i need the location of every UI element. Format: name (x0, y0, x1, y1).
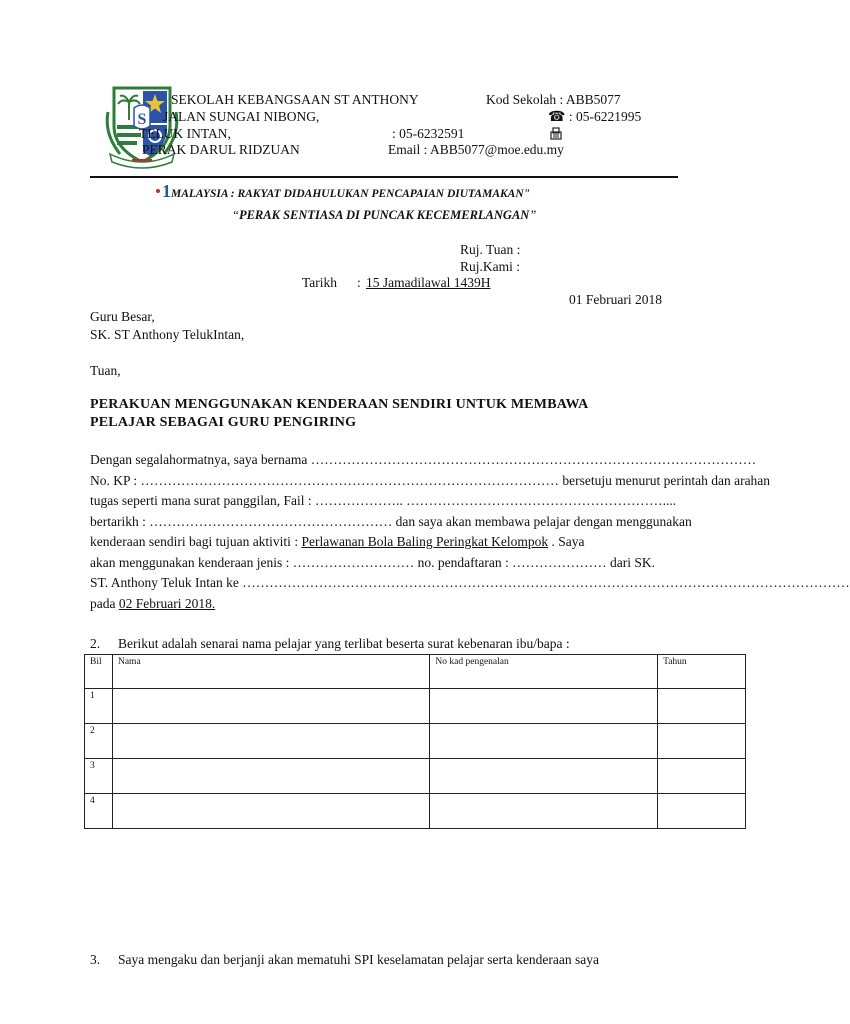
header-bil: Bil (85, 655, 113, 689)
ic-cell[interactable] (430, 724, 658, 759)
letter-title-line-1: PERAKUAN MENGGUNAKAN KENDERAAN SENDIRI UNTUK MEMBAWA (90, 397, 589, 412)
address-line-2-wrap (139, 126, 303, 142)
kod-sekolah-label: Kod Sekolah (486, 92, 557, 107)
para-line-3: tugas seperti mana surat panggilan, Fail : ……………….. ………………………………………………….... (90, 493, 677, 508)
slogan-perak (232, 208, 536, 223)
trip-date: 02 Februari 2018. (118, 596, 216, 611)
letter-title-line-2: PELAJAR SEBAGAI GURU PENGIRING (90, 415, 357, 430)
tahun-cell[interactable] (658, 689, 746, 724)
para-line-8-prefix: pada (90, 596, 119, 611)
tahun-cell[interactable] (658, 724, 746, 759)
email-row (388, 142, 564, 158)
address-line-2: TELUK INTAN, (139, 126, 231, 141)
nama-cell[interactable] (112, 689, 429, 724)
slogan-perak-close-quote: ” (529, 208, 537, 222)
para-line-5-suffix: . Saya (548, 534, 585, 549)
section-3-text: Saya mengaku dan berjanji akan mematuhi SPI keselamatan pelajar serta kenderaan saya (118, 952, 599, 967)
phone-value: : 05-6221995 (568, 109, 642, 124)
para-line-8 (90, 594, 215, 615)
nama-cell[interactable] (112, 724, 429, 759)
para-line-5-prefix: kenderaan sendiri bagi tujuan aktiviti : (90, 534, 302, 549)
school-name: SEKOLAH KEBANGSAAN ST ANTHONY (171, 92, 419, 107)
tarikh-label: Tarikh (302, 275, 338, 290)
tahun-cell[interactable] (658, 759, 746, 794)
tarikh-colon: : (357, 275, 361, 290)
ic-cell[interactable] (430, 689, 658, 724)
svg-text:S: S (137, 111, 147, 128)
address-line-3-wrap (142, 142, 343, 158)
fax-value: : 05-6232591 (392, 126, 465, 141)
para-line-1: Dengan segalahormatnya, saya bernama ……………………………………………………………………………………… (90, 452, 757, 467)
ic-cell[interactable] (430, 794, 658, 829)
para-line-7: ST. Anthony Teluk Intan ke ……………………………………………………………………………………………………………………… (90, 575, 850, 590)
table-row (85, 724, 746, 759)
phone-icon: ☎ (548, 110, 566, 125)
ic-cell[interactable] (430, 759, 658, 794)
svg-text:1: 1 (162, 181, 171, 201)
section-2-number: 2. (90, 636, 101, 651)
kod-sekolah (486, 92, 621, 108)
header-nama: Nama (112, 655, 429, 689)
table-row (85, 794, 746, 829)
slogan-perak-open-quote: “ (232, 208, 239, 222)
recipient-line-2: SK. ST Anthony TelukIntan, (90, 327, 245, 342)
address-line-1-wrap (163, 109, 423, 125)
salutation: Tuan, (90, 363, 121, 378)
tarikh-hijri: 15 Jamadilawal 1439H (366, 275, 491, 290)
phone-row (548, 109, 641, 126)
kod-sekolah-value: : ABB5077 (559, 92, 621, 107)
recipient-line-1: Guru Besar, (90, 309, 155, 324)
row-number: 3 (85, 759, 113, 794)
address-line-3: PERAK DARUL RIDZUAN (142, 142, 300, 157)
row-number: 2 (85, 724, 113, 759)
para-line-5 (90, 532, 585, 553)
section-2-text: Berikut adalah senarai nama pelajar yang terlibat beserta surat kebenaran ibu/bapa : (118, 636, 570, 651)
ruj-tuan: Ruj. Tuan : (460, 242, 521, 257)
activity-name: Perlawanan Bola Baling Peringkat Kelompok (301, 534, 549, 549)
para-line-4: bertarikh : ……………………………………………… dan saya akan membawa pelajar dengan menggunakan (90, 514, 692, 529)
header-no-kad: No kad pengenalan (430, 655, 658, 689)
nama-cell[interactable] (112, 794, 429, 829)
nama-cell[interactable] (112, 759, 429, 794)
address-line-1: JALAN SUNGAI NIBONG, (163, 109, 320, 124)
ruj-kami: Ruj.Kami : (460, 259, 520, 274)
table-row (85, 759, 746, 794)
table-row (85, 689, 746, 724)
para-line-6: akan menggunakan kenderaan jenis : ……………………… no. pendaftaran : ………………… dari SK. (90, 555, 656, 570)
student-table (84, 654, 746, 829)
para-line-2: No. KP : ………………………………………………………………………………… bersetuju menurut perintah dan arahan (90, 473, 771, 488)
slogan-malaysia: MALAYSIA : RAKYAT DIDAHULUKAN PENCAPAIAN DIUTAMAKAN" (171, 188, 531, 200)
tahun-cell[interactable] (658, 794, 746, 829)
header-divider (90, 176, 678, 178)
row-number: 1 (85, 689, 113, 724)
row-number: 4 (85, 794, 113, 829)
email-label: Email (388, 142, 421, 157)
section-3-number: 3. (90, 952, 101, 967)
header-tahun: Tahun (658, 655, 746, 689)
letter-date: 01 Februari 2018 (569, 292, 662, 307)
email-value: : ABB5077@moe.edu.my (423, 142, 564, 157)
slogan-perak-text: PERAK SENTIASA DI PUNCAK KECEMERLANGAN (238, 208, 530, 222)
table-header-row (85, 655, 746, 689)
school-name-wrap (171, 92, 423, 108)
